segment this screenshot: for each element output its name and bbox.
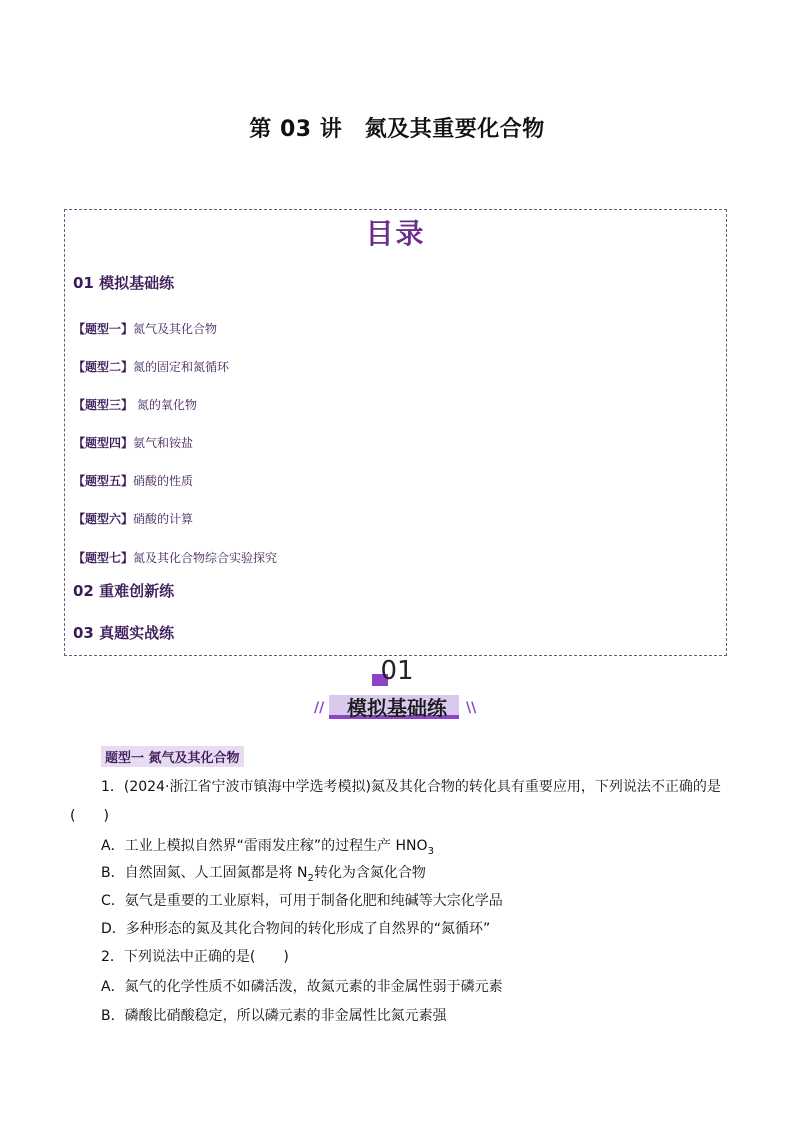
toc-item-tag: 【题型二】 [73,360,134,374]
toc-item-7[interactable] [73,549,277,566]
toc-item-3[interactable] [73,396,197,413]
toc-item-text: 硝酸的性质 [133,474,194,488]
right-slash-decor: \\ [466,700,477,716]
toc-item-2[interactable] [73,358,229,375]
question-1-option-c: C．氨气是重要的工业原料，可用于制备化肥和纯碱等大宗化学品 [101,893,503,909]
question-1-answer-bracket: ( ) [70,808,109,824]
toc-item-1[interactable] [73,320,217,337]
toc-item-tag: 【题型五】 [73,474,134,488]
toc-item-text: 氮气及其化合物 [133,322,218,336]
question-2-option-a: A．氮气的化学性质不如磷活泼，故氮元素的非金属性弱于磷元素 [101,979,503,995]
toc-item-5[interactable] [73,472,193,489]
toc-section-2[interactable]: 02 重难创新练 [73,582,175,600]
question-1-stem: 1．(2024·浙江省宁波市镇海中学选考模拟)氮及其化合物的转化具有重要应用，下列说法不正确的是 [101,779,721,795]
toc-item-text: 氮的氧化物 [133,398,197,412]
toc-item-tag: 【题型四】 [73,436,134,450]
toc-item-6[interactable] [73,510,193,527]
toc-section-1[interactable]: 01 模拟基础练 [73,274,175,292]
document-title: 第 03 讲 氮及其重要化合物 [249,117,545,142]
toc-item-text: 氨气和铵盐 [133,436,194,450]
toc-item-tag: 【题型七】 [73,551,134,565]
toc-item-tag: 【题型一】 [73,322,134,336]
toc-item-text: 氮的固定和氮循环 [133,360,230,374]
section-number: 01 [380,656,414,686]
question-2-option-b: B．磷酸比硝酸稳定，所以磷元素的非金属性比氮元素强 [101,1008,447,1024]
toc-item-text: 氮及其化合物综合实验探究 [133,551,278,565]
subscript: 2 [307,872,314,884]
question-type-label: 题型一 氮气及其化合物 [101,746,244,767]
question-1-option-b [101,862,426,884]
question-2-stem: 2．下列说法中正确的是( ) [101,949,289,965]
option-text-cont: 转化为含氮化合物 [313,865,426,881]
section-banner [0,656,794,724]
toc-item-4[interactable] [73,434,193,451]
question-1-option-d: D．多种形态的氮及其化合物间的转化形成了自然界的“氮循环” [101,921,491,937]
left-slash-decor: // [314,700,325,716]
toc-item-tag: 【题型三】 [73,398,134,412]
question-1-option-a [101,835,434,857]
table-of-contents [64,209,727,656]
toc-item-tag: 【题型六】 [73,512,134,526]
option-text: B．自然固氮、人工固氮都是将 N [101,865,308,881]
subscript: 3 [427,845,434,857]
toc-item-text: 硝酸的计算 [133,512,194,526]
toc-heading: 目录 [365,217,426,250]
option-text: A．工业上模拟自然界“雷雨发庄稼”的过程生产 HNO [101,838,428,854]
toc-section-3[interactable]: 03 真题实战练 [73,624,175,642]
section-name: 模拟基础练 [347,696,447,720]
